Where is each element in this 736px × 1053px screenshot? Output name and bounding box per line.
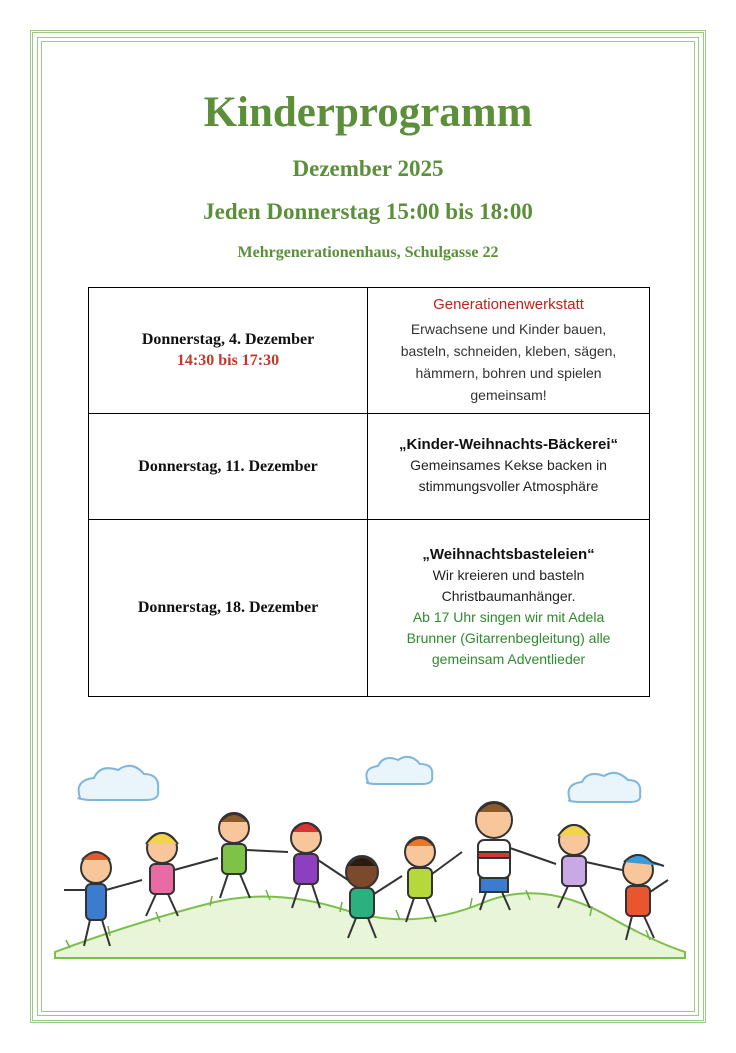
date-label: Donnerstag, 18. Dezember <box>137 599 319 616</box>
activity-note-line: Brunner (Gitarrenbegleitung) alle <box>406 630 611 646</box>
child-figure <box>623 855 668 940</box>
child-figure <box>405 837 462 922</box>
activity-text-line: stimmungsvoller Atmosphäre <box>418 478 599 494</box>
activity-text-line: gemeinsam! <box>470 386 547 403</box>
month-subtitle: Dezember 2025 <box>292 156 444 181</box>
cloud-icon <box>366 757 432 784</box>
date-cell <box>89 288 368 414</box>
activity-text-line: hämmern, bohren und spielen <box>415 364 602 381</box>
cloud-icon <box>78 766 158 800</box>
activity-note-line: Ab 17 Uhr singen wir mit Adela <box>412 609 605 625</box>
page-title: Kinderprogramm <box>203 89 533 136</box>
activity-text-line: basteln, schneiden, kleben, sägen, <box>400 342 617 359</box>
activity-note-line: gemeinsam Adventlieder <box>431 651 586 667</box>
date-label: Donnerstag, 4. Dezember <box>141 331 315 348</box>
cloud-icon <box>569 773 641 802</box>
schedule-time: Jeden Donnerstag 15:00 bis 18:00 <box>203 199 533 224</box>
children-holding-hands-illustration <box>50 740 690 970</box>
date-label: Donnerstag, 11. Dezember <box>138 457 318 475</box>
table-row <box>89 520 650 697</box>
table-row <box>89 288 650 414</box>
activity-text-line: Wir kreieren und basteln <box>432 567 585 583</box>
activity-cell <box>368 520 650 697</box>
table-row <box>89 414 650 520</box>
child-figure <box>219 813 288 898</box>
activity-text-line: Christbaumanhänger. <box>441 588 576 604</box>
location: Mehrgenerationenhaus, Schulgasse 22 <box>237 244 499 261</box>
activity-title: „Weihnachtsbasteleien“ <box>422 546 595 563</box>
children-illustration-svg <box>50 740 690 970</box>
activity-title: Generationenwerkstatt <box>433 295 584 313</box>
child-figure <box>291 823 348 908</box>
activity-cell <box>368 414 650 520</box>
activity-text-line: Gemeinsames Kekse backen in <box>410 457 607 473</box>
activity-title: „Kinder-Weihnachts-Bäckerei“ <box>399 436 618 453</box>
child-figure <box>558 825 622 908</box>
date-cell <box>89 520 368 697</box>
activity-text-line: Erwachsene und Kinder bauen, <box>410 320 607 337</box>
program-table <box>88 287 650 697</box>
date-cell <box>89 414 368 520</box>
time-label: 14:30 bis 17:30 <box>176 352 280 369</box>
activity-cell <box>368 288 650 414</box>
